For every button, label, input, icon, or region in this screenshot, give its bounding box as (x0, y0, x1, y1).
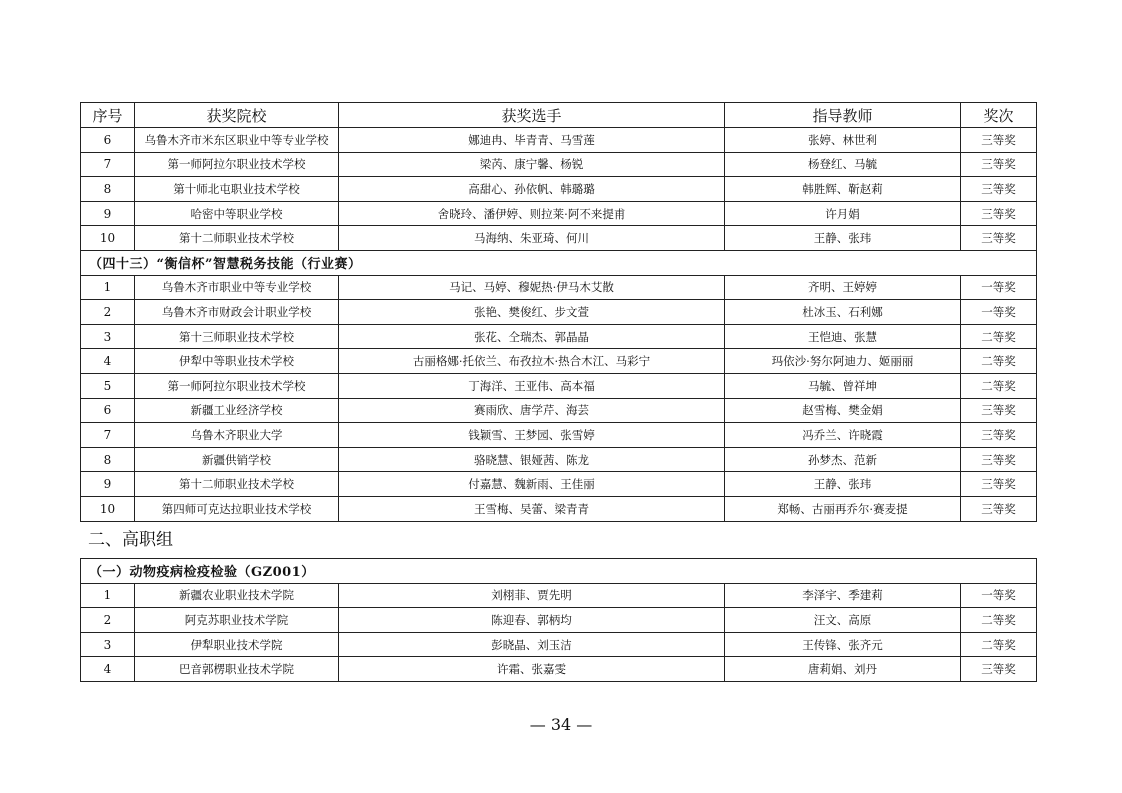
cell-school: 第十三师职业技术学校 (135, 324, 339, 349)
cell-teachers: 王恺迪、张慧 (725, 324, 961, 349)
cell-teachers: 齐明、王婷婷 (725, 275, 961, 300)
cell-school: 第十二师职业技术学校 (135, 226, 339, 251)
table-header-row (81, 103, 1037, 128)
cell-school: 哈密中等职业学校 (135, 201, 339, 226)
cell-award: 三等奖 (961, 201, 1037, 226)
cell-award: 三等奖 (961, 398, 1037, 423)
cell-school: 第一师阿拉尔职业技术学校 (135, 152, 339, 177)
table-row (81, 632, 1037, 657)
col-header-index: 序号 (81, 103, 135, 128)
cell-award: 三等奖 (961, 128, 1037, 153)
cell-teachers: 唐莉娟、刘丹 (725, 657, 961, 682)
cell-teachers: 王传锋、张齐元 (725, 632, 961, 657)
cell-contestants: 王雪梅、吴蕾、梁青青 (339, 496, 725, 521)
table-row (81, 128, 1037, 153)
table-row (81, 300, 1037, 325)
cell-award: 二等奖 (961, 349, 1037, 374)
cell-award: 一等奖 (961, 300, 1037, 325)
cell-index: 2 (81, 300, 135, 325)
cell-teachers: 王静、张玮 (725, 226, 961, 251)
cell-contestants: 马记、马婷、穆妮热·伊马木艾散 (339, 275, 725, 300)
cell-award: 三等奖 (961, 152, 1037, 177)
table-row (81, 275, 1037, 300)
table-row (81, 349, 1037, 374)
cell-award: 二等奖 (961, 324, 1037, 349)
cell-school: 新疆农业职业技术学院 (135, 583, 339, 608)
cell-contestants: 张花、仝瑞杰、郭晶晶 (339, 324, 725, 349)
cell-index: 3 (81, 632, 135, 657)
cell-teachers: 汪文、高原 (725, 608, 961, 633)
section-title: （四十三）“衡信杯”智慧税务技能（行业赛） (81, 250, 1037, 275)
cell-award: 二等奖 (961, 632, 1037, 657)
cell-teachers: 李泽宇、季建莉 (725, 583, 961, 608)
cell-index: 10 (81, 226, 135, 251)
cell-school: 新疆工业经济学校 (135, 398, 339, 423)
cell-school: 第十师北屯职业技术学校 (135, 177, 339, 202)
table-row (81, 226, 1037, 251)
cell-index: 8 (81, 447, 135, 472)
cell-school: 乌鲁木齐市职业中等专业学校 (135, 275, 339, 300)
cell-award: 三等奖 (961, 423, 1037, 448)
page-number: — 34 — (529, 715, 593, 734)
section-title: （一）动物疫病检疫检验（GZ001） (81, 559, 1037, 584)
cell-contestants: 张艳、樊俊红、步文萱 (339, 300, 725, 325)
col-header-school: 获奖院校 (135, 103, 339, 128)
cell-contestants: 古丽格娜·托依兰、布孜拉木·热合木江、马彩宁 (339, 349, 725, 374)
cell-contestants: 陈迎春、郭柄均 (339, 608, 725, 633)
cell-school: 乌鲁木齐职业大学 (135, 423, 339, 448)
cell-index: 8 (81, 177, 135, 202)
cell-school: 第一师阿拉尔职业技术学校 (135, 373, 339, 398)
cell-school: 伊犁中等职业技术学校 (135, 349, 339, 374)
cell-index: 1 (81, 275, 135, 300)
cell-teachers: 杨登红、马毓 (725, 152, 961, 177)
cell-index: 7 (81, 152, 135, 177)
cell-school: 阿克苏职业技术学院 (135, 608, 339, 633)
cell-school: 乌鲁木齐市米东区职业中等专业学校 (135, 128, 339, 153)
table-row (81, 201, 1037, 226)
cell-school: 第十二师职业技术学校 (135, 472, 339, 497)
cell-index: 7 (81, 423, 135, 448)
awards-table-vocational (80, 558, 1037, 682)
table-row (81, 496, 1037, 521)
cell-teachers: 许月娟 (725, 201, 961, 226)
cell-index: 10 (81, 496, 135, 521)
table-row (81, 152, 1037, 177)
cell-index: 5 (81, 373, 135, 398)
table-row (81, 608, 1037, 633)
cell-contestants: 钱颖雪、王梦园、张雪婷 (339, 423, 725, 448)
cell-contestants: 梁芮、康宁馨、杨锐 (339, 152, 725, 177)
cell-index: 9 (81, 201, 135, 226)
table-row (81, 583, 1037, 608)
cell-contestants: 彭晓晶、刘玉洁 (339, 632, 725, 657)
cell-teachers: 赵雪梅、樊金娟 (725, 398, 961, 423)
col-header-teachers: 指导教师 (725, 103, 961, 128)
cell-contestants: 丁海洋、王亚伟、高本福 (339, 373, 725, 398)
cell-index: 1 (81, 583, 135, 608)
cell-teachers: 韩胜辉、靳赵莉 (725, 177, 961, 202)
cell-teachers: 孙梦杰、范新 (725, 447, 961, 472)
awards-table-secondary (80, 102, 1037, 522)
cell-school: 第四师可克达拉职业技术学校 (135, 496, 339, 521)
cell-contestants: 娜迪冉、毕青青、马雪莲 (339, 128, 725, 153)
cell-teachers: 郑畅、古丽再乔尔·赛麦提 (725, 496, 961, 521)
table-row (81, 373, 1037, 398)
cell-contestants: 赛雨欣、唐学芹、海芸 (339, 398, 725, 423)
cell-school: 新疆供销学校 (135, 447, 339, 472)
cell-index: 2 (81, 608, 135, 633)
cell-school: 巴音郭楞职业技术学院 (135, 657, 339, 682)
table-row (81, 472, 1037, 497)
cell-contestants: 骆晓慧、银娅茜、陈龙 (339, 447, 725, 472)
cell-index: 9 (81, 472, 135, 497)
cell-contestants: 马海纳、朱亚琦、何川 (339, 226, 725, 251)
cell-award: 一等奖 (961, 583, 1037, 608)
cell-teachers: 杜冰玉、石利娜 (725, 300, 961, 325)
table-row (81, 423, 1037, 448)
cell-index: 4 (81, 349, 135, 374)
col-header-contestants: 获奖选手 (339, 103, 725, 128)
cell-award: 三等奖 (961, 472, 1037, 497)
table-row (81, 657, 1037, 682)
table-row (81, 324, 1037, 349)
table-row (81, 447, 1037, 472)
cell-teachers: 张婷、林世利 (725, 128, 961, 153)
cell-index: 3 (81, 324, 135, 349)
cell-award: 一等奖 (961, 275, 1037, 300)
table-row (81, 398, 1037, 423)
cell-teachers: 冯乔兰、许晓霞 (725, 423, 961, 448)
cell-contestants: 刘栩菲、贾先明 (339, 583, 725, 608)
cell-teachers: 玛依沙·努尔阿迪力、姬丽丽 (725, 349, 961, 374)
cell-award: 三等奖 (961, 177, 1037, 202)
table-row (81, 177, 1037, 202)
cell-contestants: 付嘉慧、魏新雨、王佳丽 (339, 472, 725, 497)
cell-index: 4 (81, 657, 135, 682)
cell-teachers: 王静、张玮 (725, 472, 961, 497)
cell-award: 三等奖 (961, 496, 1037, 521)
col-header-award: 奖次 (961, 103, 1037, 128)
cell-contestants: 许霜、张嘉雯 (339, 657, 725, 682)
section-row (81, 559, 1037, 584)
cell-index: 6 (81, 398, 135, 423)
cell-award: 二等奖 (961, 608, 1037, 633)
cell-award: 三等奖 (961, 226, 1037, 251)
section-heading-vocational: 二、高职组 (88, 530, 173, 550)
cell-index: 6 (81, 128, 135, 153)
cell-award: 三等奖 (961, 447, 1037, 472)
cell-school: 乌鲁木齐市财政会计职业学校 (135, 300, 339, 325)
cell-contestants: 高甜心、孙依帆、韩璐璐 (339, 177, 725, 202)
section-row (81, 250, 1037, 275)
cell-award: 三等奖 (961, 657, 1037, 682)
cell-school: 伊犁职业技术学院 (135, 632, 339, 657)
cell-award: 二等奖 (961, 373, 1037, 398)
cell-contestants: 舍晓玲、潘伊婷、则拉莱·阿不来提甫 (339, 201, 725, 226)
cell-teachers: 马毓、曾祥坤 (725, 373, 961, 398)
